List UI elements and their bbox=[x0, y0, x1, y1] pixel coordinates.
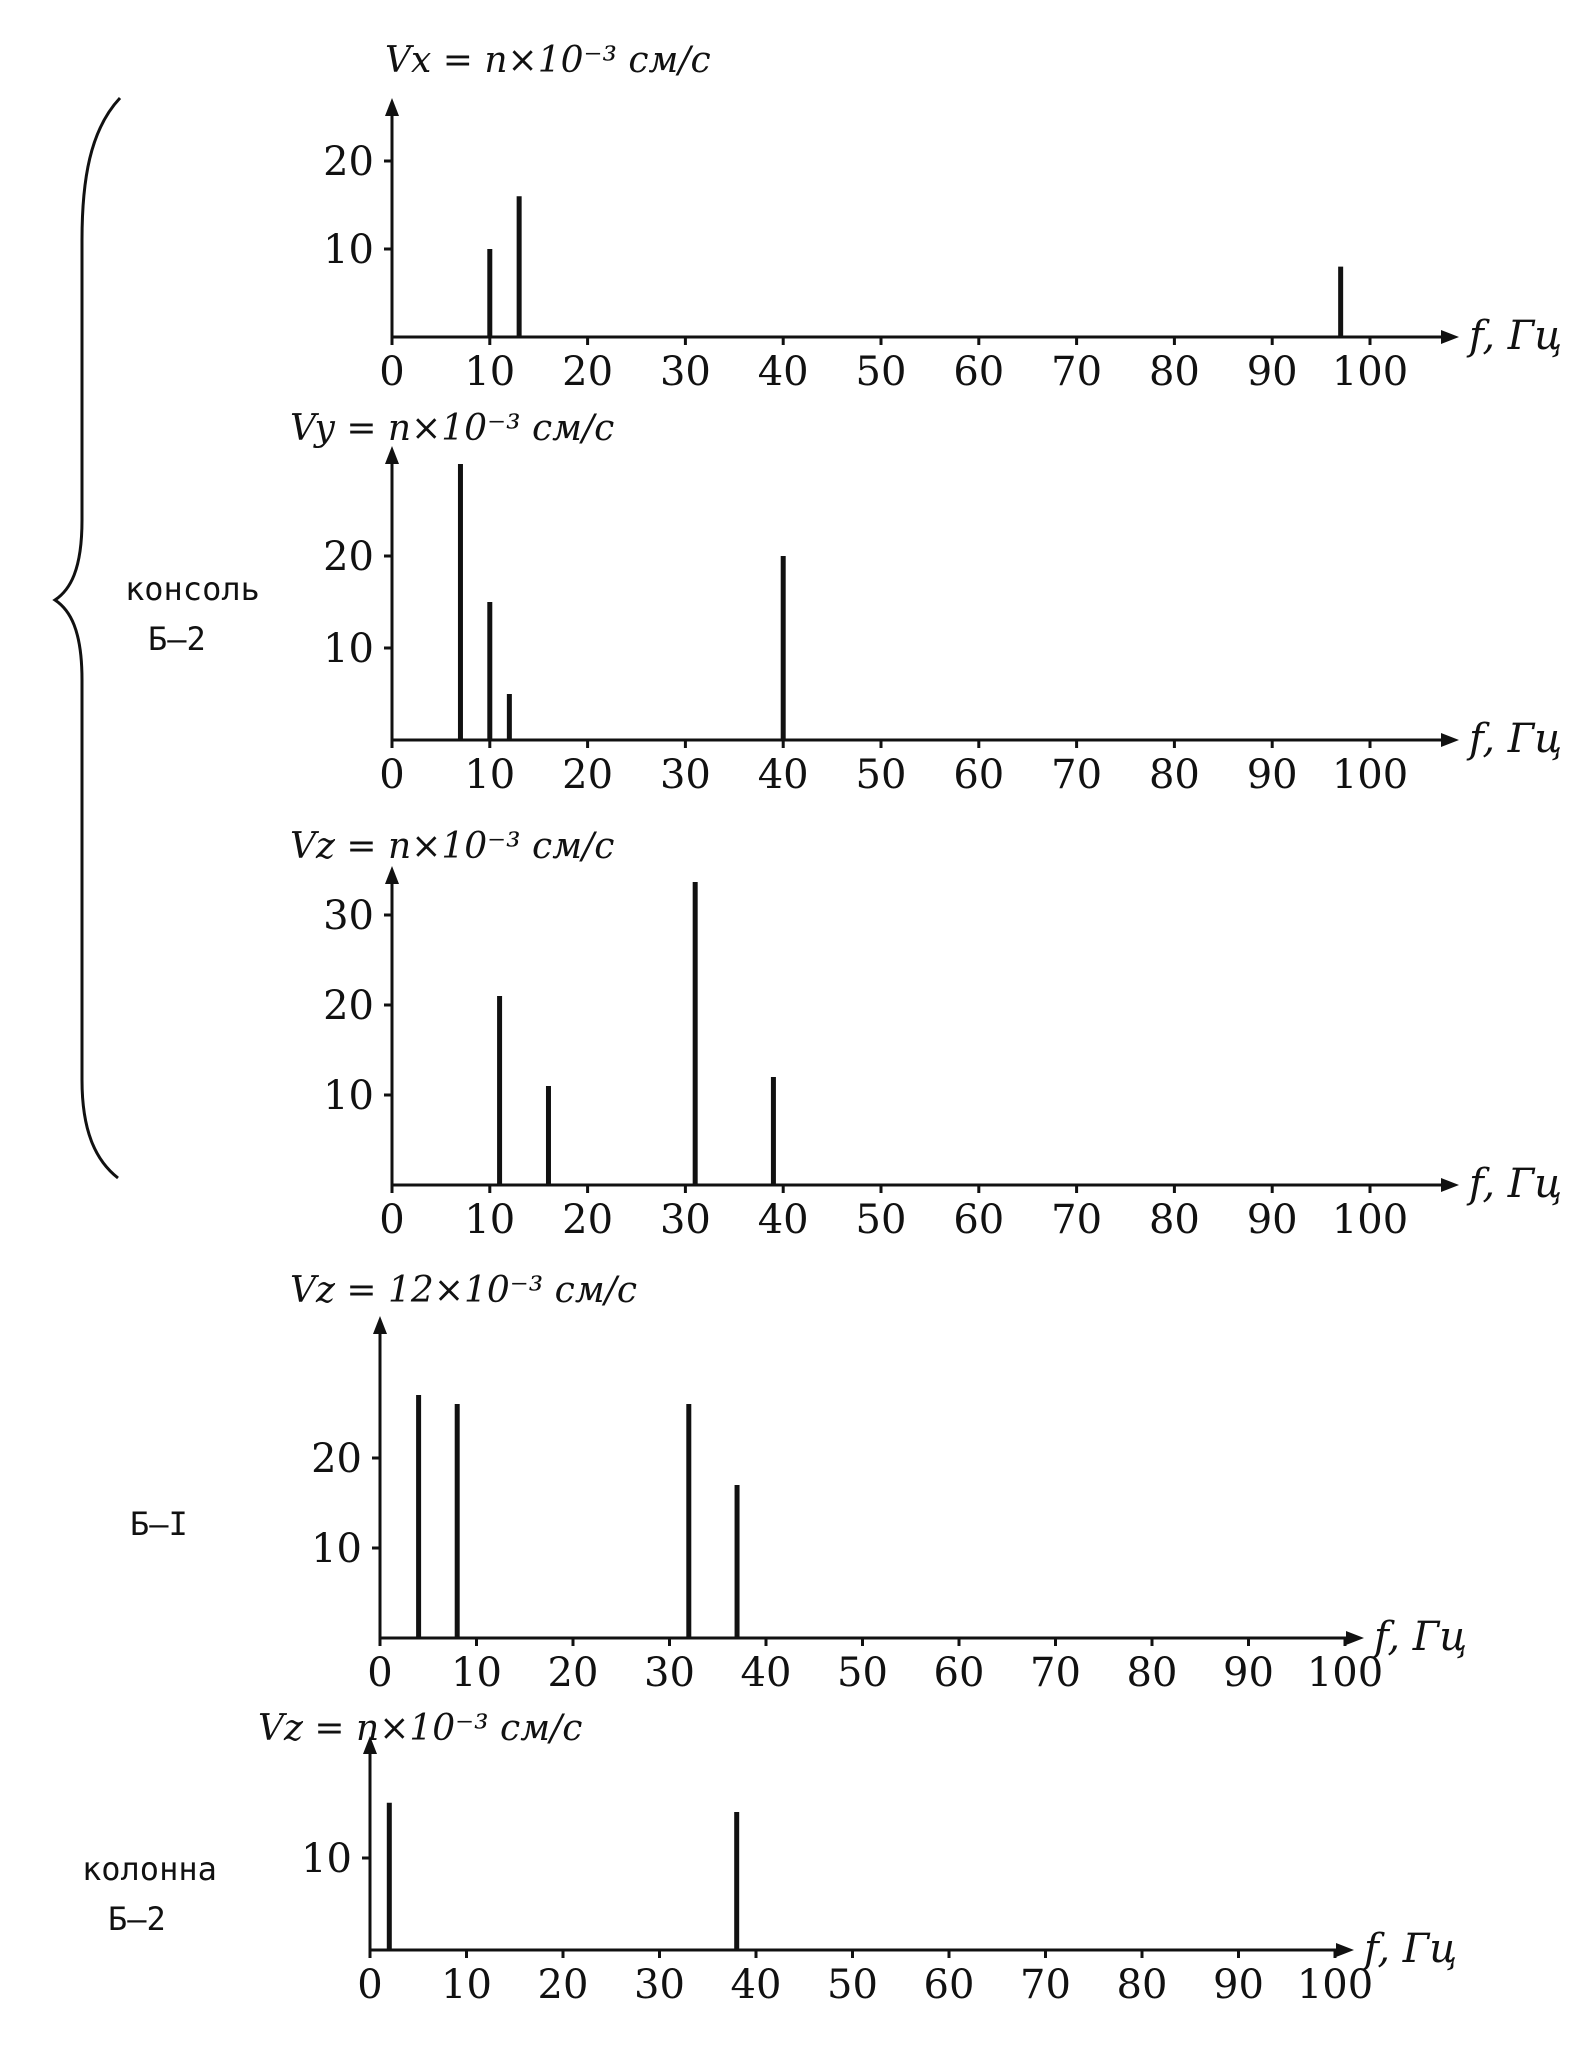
x-tick-label: 70 bbox=[1051, 1197, 1103, 1243]
x-tick-label: 100 bbox=[1296, 1962, 1374, 2008]
x-axis-label: f, Гц bbox=[1469, 313, 1563, 359]
chart-title: Vz = n×10⁻³ см/с bbox=[290, 826, 615, 867]
x-tick-label: 20 bbox=[562, 752, 614, 798]
y-tick-label: 30 bbox=[323, 893, 374, 939]
x-tick-label: 70 bbox=[1051, 752, 1103, 798]
y-tick-label: 20 bbox=[323, 534, 374, 580]
group-label-column-2: Б–2 bbox=[108, 1900, 166, 1938]
x-tick-label: 20 bbox=[547, 1650, 599, 1696]
x-axis-arrow bbox=[1346, 1631, 1364, 1645]
y-tick-label: 10 bbox=[323, 1073, 374, 1119]
chart-3 bbox=[290, 826, 1562, 1243]
chart-title: Vx = n×10⁻³ см/с bbox=[385, 40, 711, 81]
group-label-b1: Б–I bbox=[130, 1505, 188, 1543]
console-brace bbox=[55, 98, 120, 1178]
x-tick-label: 50 bbox=[855, 349, 907, 395]
x-tick-label: 40 bbox=[730, 1962, 782, 2008]
y-tick-label: 10 bbox=[323, 626, 374, 672]
y-tick-label: 10 bbox=[301, 1836, 352, 1882]
chart-title: Vz = 12×10⁻³ см/с bbox=[290, 1270, 637, 1311]
x-tick-label: 70 bbox=[1030, 1650, 1081, 1696]
x-tick-label: 40 bbox=[757, 1197, 809, 1243]
y-tick-label: 10 bbox=[311, 1526, 362, 1572]
group-label-console-2: Б–2 bbox=[148, 620, 206, 658]
y-tick-label: 20 bbox=[323, 983, 374, 1029]
chart-4 bbox=[290, 1270, 1467, 1696]
x-tick-label: 50 bbox=[827, 1962, 878, 2008]
x-tick-label: 70 bbox=[1051, 349, 1103, 395]
chart-2 bbox=[290, 408, 1562, 798]
chart-title: Vz = n×10⁻³ см/с bbox=[258, 1708, 583, 1749]
x-tick-label: 60 bbox=[953, 1197, 1005, 1243]
x-tick-label: 20 bbox=[562, 349, 614, 395]
x-tick-label: 90 bbox=[1223, 1650, 1274, 1696]
x-tick-label: 60 bbox=[923, 1962, 975, 2008]
x-axis-label: f, Гц bbox=[1374, 1614, 1468, 1660]
x-tick-label: 50 bbox=[855, 1197, 907, 1243]
x-axis-label: f, Гц bbox=[1469, 1161, 1563, 1207]
y-axis-arrow bbox=[385, 98, 399, 116]
x-tick-label: 70 bbox=[1020, 1962, 1071, 2008]
group-label-column-1: колонна bbox=[82, 1850, 217, 1888]
x-tick-label: 80 bbox=[1148, 349, 1200, 395]
y-tick-label: 10 bbox=[323, 227, 374, 273]
x-tick-label: 60 bbox=[953, 752, 1005, 798]
x-tick-label: 40 bbox=[757, 752, 809, 798]
x-tick-label: 40 bbox=[740, 1650, 792, 1696]
x-tick-label: 100 bbox=[1331, 752, 1409, 798]
x-tick-label: 10 bbox=[451, 1650, 502, 1696]
x-tick-label: 10 bbox=[441, 1962, 492, 2008]
x-tick-label: 100 bbox=[1331, 349, 1409, 395]
x-axis-arrow bbox=[1441, 1178, 1459, 1192]
x-tick-label: 80 bbox=[1116, 1962, 1168, 2008]
x-tick-label: 20 bbox=[562, 1197, 614, 1243]
x-tick-label: 90 bbox=[1213, 1962, 1264, 2008]
x-tick-label: 30 bbox=[644, 1650, 695, 1696]
y-tick-label: 20 bbox=[311, 1436, 362, 1482]
x-tick-label: 0 bbox=[379, 1197, 405, 1243]
x-tick-label: 60 bbox=[953, 349, 1005, 395]
chart-1 bbox=[323, 40, 1562, 395]
x-axis-arrow bbox=[1441, 733, 1459, 747]
x-tick-label: 0 bbox=[379, 349, 405, 395]
x-tick-label: 0 bbox=[357, 1962, 383, 2008]
y-axis-arrow bbox=[373, 1316, 387, 1334]
group-label-console-1: консоль bbox=[125, 570, 260, 608]
x-tick-label: 80 bbox=[1148, 752, 1200, 798]
y-axis-arrow bbox=[385, 866, 399, 884]
x-tick-label: 100 bbox=[1306, 1650, 1384, 1696]
y-tick-label: 20 bbox=[323, 139, 374, 185]
x-tick-label: 60 bbox=[933, 1650, 985, 1696]
x-tick-label: 30 bbox=[659, 752, 711, 798]
chart-title: Vy = n×10⁻³ см/с bbox=[290, 408, 615, 449]
x-tick-label: 80 bbox=[1126, 1650, 1178, 1696]
x-axis-label: f, Гц bbox=[1469, 716, 1563, 762]
x-tick-label: 80 bbox=[1148, 1197, 1200, 1243]
x-tick-label: 0 bbox=[379, 752, 405, 798]
x-axis-arrow bbox=[1336, 1943, 1354, 1957]
x-tick-label: 10 bbox=[464, 752, 516, 798]
x-axis-label: f, Гц bbox=[1364, 1926, 1458, 1972]
x-tick-label: 0 bbox=[367, 1650, 393, 1696]
x-tick-label: 30 bbox=[659, 349, 711, 395]
x-tick-label: 20 bbox=[537, 1962, 589, 2008]
x-tick-label: 10 bbox=[464, 1197, 516, 1243]
chart-5 bbox=[258, 1708, 1457, 2008]
x-tick-label: 50 bbox=[837, 1650, 888, 1696]
x-tick-label: 90 bbox=[1246, 349, 1298, 395]
x-tick-label: 30 bbox=[634, 1962, 685, 2008]
x-tick-label: 30 bbox=[659, 1197, 711, 1243]
x-axis-arrow bbox=[1441, 330, 1459, 344]
x-tick-label: 50 bbox=[855, 752, 907, 798]
x-tick-label: 40 bbox=[757, 349, 809, 395]
x-tick-label: 10 bbox=[464, 349, 516, 395]
x-tick-label: 100 bbox=[1331, 1197, 1409, 1243]
x-tick-label: 90 bbox=[1246, 752, 1298, 798]
x-tick-label: 90 bbox=[1246, 1197, 1298, 1243]
